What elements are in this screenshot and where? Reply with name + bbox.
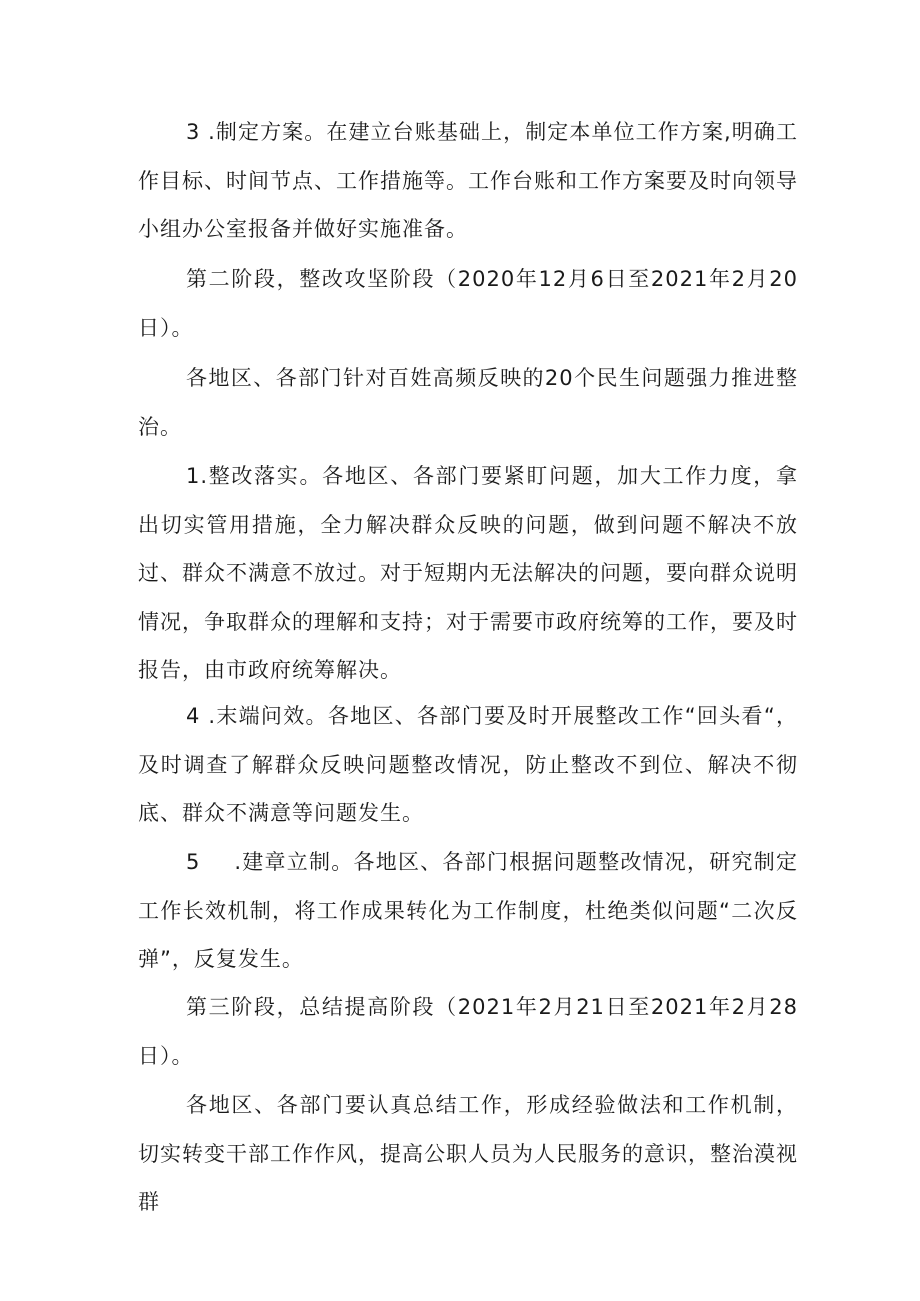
paragraph-end-accountability: 4 .末端问效。各地区、各部门要及时开展整改工作“回头看“，及时调查了解群众反映问题整改情况，防止整改不到位、解决不彻底、群众不满意等问题发生。 <box>138 704 798 825</box>
paragraph-phase-three-heading: 第三阶段，总结提高阶段（2021年2月21日至2021年2月28日）。 <box>138 995 798 1068</box>
item-number: 5 <box>186 850 201 874</box>
paragraph-phase-two-intro: 各地区、各部门针对百姓高频反映的20个民生问题强力推进整治。 <box>138 366 798 439</box>
paragraph-rectify-implement: 1.整改落实。各地区、各部门要紧盯问题，加大工作力度，拿出切实管用措施，全力解决群众反映的问题，做到问题不解决不放过、群众不满意不放过。对于短期内无法解决的问题，要向群众说明情况，争取群众的理解和支持；对于需要市政府统筹的工作，要及时报告，由市政府统筹解决。 <box>138 464 798 682</box>
paragraph-make-plan: 3 .制定方案。在建立台账基础上，制定本单位工作方案,明确工作目标、时间节点、工作措施等。工作台账和工作方案要及时向领导小组办公室报备并做好实施准备。 <box>138 120 798 241</box>
paragraph-build-rules-text: .建章立制。各地区、各部门根据问题整改情况，研究制定工作长效机制，将工作成果转化为工作制度，杜绝类似问题“二次反弹”，反复发生。 <box>138 850 798 971</box>
paragraph-build-rules <box>138 838 798 984</box>
paragraph-phase-two-heading: 第二阶段，整改攻坚阶段（2020年12月6日至2021年2月20日）。 <box>138 267 798 340</box>
paragraph-phase-three-intro: 各地区、各部门要认真总结工作，形成经验做法和工作机制，切实转变干部工作作风，提高公职人员为人民服务的意识，整治漠视群 <box>138 1093 798 1214</box>
